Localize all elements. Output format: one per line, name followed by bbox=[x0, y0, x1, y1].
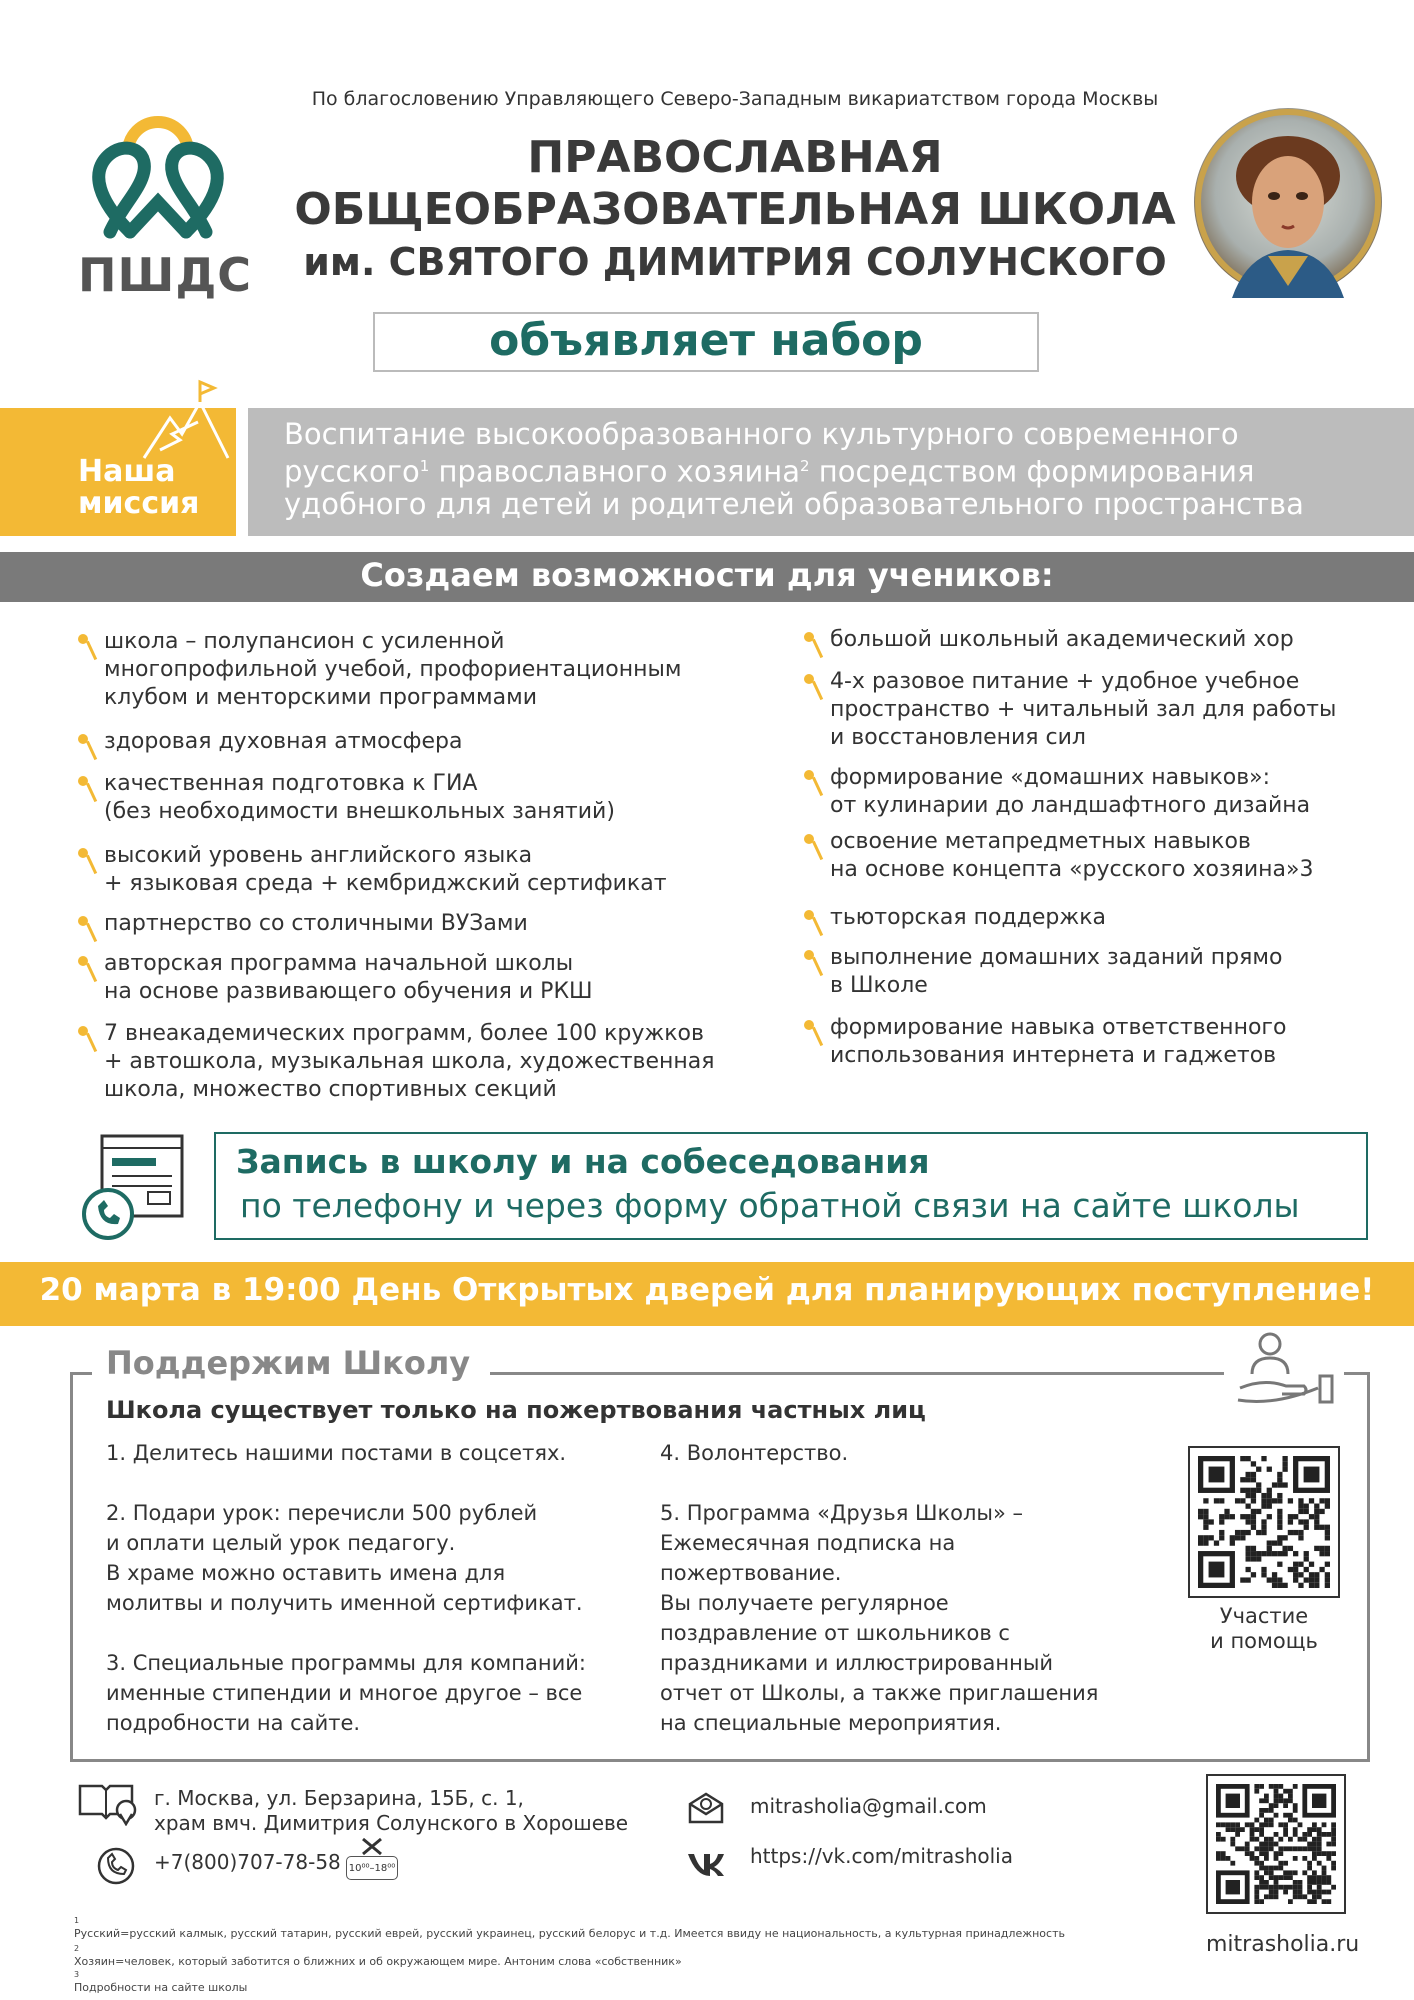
mail-icon bbox=[686, 1790, 726, 1826]
logo bbox=[80, 92, 236, 242]
title-line-3: им. СВЯТОГО ДИМИТРИЯ СОЛУНСКОГО bbox=[303, 240, 1167, 284]
list-item: освоение метапредметных навыков на основе концепта «русского хозяина»3 bbox=[800, 828, 1314, 884]
qr-code-icon bbox=[1190, 1448, 1338, 1596]
vk-icon bbox=[686, 1850, 726, 1878]
mountain-flag-icon bbox=[140, 378, 230, 462]
list-item: качественная подготовка к ГИА (без необходимости внешкольных занятий) bbox=[74, 770, 615, 826]
logo-mark-icon bbox=[80, 92, 236, 242]
title-line-1: ПРАВОСЛАВНАЯ bbox=[527, 132, 943, 183]
qr-code-site[interactable] bbox=[1206, 1774, 1346, 1914]
book-location-icon bbox=[76, 1780, 138, 1826]
blessing-line: По благословению Управляющего Северо-Западным викариатством города Москвы bbox=[311, 88, 1159, 110]
page-title bbox=[270, 132, 1200, 288]
support-subtitle: Школа существует только на пожертвования частных лиц bbox=[106, 1396, 926, 1424]
mission-label: Наша миссия bbox=[78, 454, 200, 521]
qr-code-support[interactable] bbox=[1188, 1446, 1340, 1598]
support-item: 2. Подари урок: перечисли 500 рублей и оплати целый урок педагогу. В храме можно оставить имена для молитвы и получить именной сертификат. bbox=[106, 1501, 583, 1615]
support-item: 3. Специальные программы для компаний: именные стипендии и многое другое – все подробности на сайте. bbox=[106, 1651, 586, 1735]
support-title: Поддержим Школу bbox=[106, 1344, 471, 1382]
list-item: 4-х разовое питание + удобное учебное пространство + читальный зал для работы и восстановления сил bbox=[800, 668, 1336, 752]
footnote-2: 2 Хозяин=человек, который заботится о ближних и об окружающем мире. Антоним слова «собственник» bbox=[74, 1944, 682, 1968]
title-line-2: ОБЩЕОБРАЗОВАТЕЛЬНАЯ ШКОЛА bbox=[294, 184, 1176, 235]
saint-mosaic-icon bbox=[1192, 106, 1384, 298]
recruitment-banner: объявляет набор bbox=[373, 312, 1039, 372]
support-item: 4. Волонтерство. bbox=[660, 1441, 849, 1465]
address: г. Москва, ул. Берзарина, 15Б, с. 1, храм вмч. Димитрия Солунского в Хорошеве bbox=[154, 1786, 629, 1835]
open-day-announcement: 20 марта в 19:00 День Открытых дверей для планирующих поступление! bbox=[39, 1272, 1375, 1308]
support-item: 1. Делитесь нашими постами в соцсетях. bbox=[106, 1441, 567, 1465]
logo-text: ПШДС bbox=[78, 248, 253, 302]
qr-code-icon bbox=[1208, 1776, 1344, 1912]
opportunities-title: Создаем возможности для учеников: bbox=[360, 556, 1054, 594]
signup-form-icon bbox=[78, 1132, 188, 1242]
footnote-1: 1 Русский=русский калмык, русский татарин, русский еврей, русский украинец, русский белорус и т.д. Имеется ввиду не национальность, а культурная принадлежность bbox=[74, 1916, 1065, 1940]
list-item: авторская программа начальной школы на основе развивающего обучения и РКШ bbox=[74, 950, 593, 1006]
signup-title: Запись в школу и на собеседования bbox=[236, 1142, 930, 1181]
list-item: 7 внеакадемических программ, более 100 кружков + автошкола, музыкальная школа, художественная школа, множество спортивных секций bbox=[74, 1020, 715, 1104]
helping-hand-icon bbox=[1234, 1330, 1338, 1406]
tools-icon bbox=[360, 1836, 384, 1856]
mission-text: Воспитание высокообразованного культурного современного русского$^1$ православного хозяина$^2$ посредством формирования удобного для детей и родителей образовательного пространства bbox=[284, 417, 1304, 521]
vk-link[interactable]: https://vk.com/mitrasholia bbox=[750, 1844, 1013, 1868]
list-item: высокий уровень английского языка + языковая среда + кембриджский сертификат bbox=[74, 842, 667, 898]
list-item: здоровая духовная атмосфера bbox=[74, 728, 462, 756]
phone-icon bbox=[96, 1846, 136, 1886]
list-item: большой школьный академический хор bbox=[800, 626, 1294, 654]
list-item: формирование «домашних навыков»: от кулинарии до ландшафтного дизайна bbox=[800, 764, 1310, 820]
support-item: 5. Программа «Друзья Школы» – Ежемесячная подписка на пожертвование. Вы получаете регулярное поздравление от школьников с праздниками и иллюстрированный отчет от Школы, а также приглашения на специальные мероприятия. bbox=[660, 1501, 1099, 1735]
list-item: тьюторская поддержка bbox=[800, 904, 1106, 932]
list-item: формирование навыка ответственного использования интернета и гаджетов bbox=[800, 1014, 1286, 1070]
list-item: выполнение домашних заданий прямо в Школе bbox=[800, 944, 1282, 1000]
email-link[interactable]: mitrasholia@gmail.com bbox=[750, 1794, 987, 1818]
signup-details: по телефону и через форму обратной связи на сайте школы bbox=[240, 1186, 1300, 1225]
working-hours: 10⁰⁰–18⁰⁰ bbox=[346, 1856, 398, 1880]
list-item: школа – полупансион с усиленной многопрофильной учебой, профориентационным клубом и менторскими программами bbox=[74, 628, 681, 712]
phone-number[interactable]: +7(800)707-78-58 bbox=[154, 1850, 341, 1874]
qr-caption: Участие и помощь bbox=[1210, 1604, 1318, 1653]
footnote-3: 3 Подробности на сайте школы bbox=[74, 1970, 248, 1994]
list-item: партнерство со столичными ВУЗами bbox=[74, 910, 528, 938]
site-link[interactable]: mitrasholia.ru bbox=[1206, 1932, 1360, 1957]
